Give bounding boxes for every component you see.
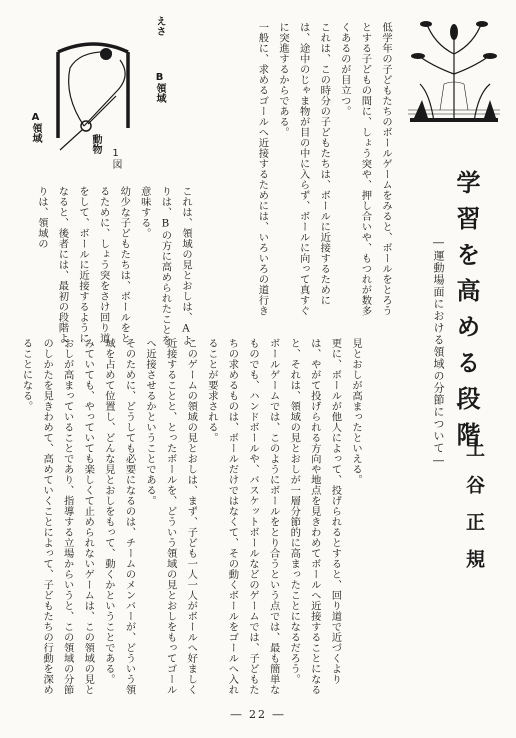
paragraph: そのために、どうしても必要になるのは、チームのメンバーが、どういう領域を占めて位置し、どんな見とおしをもって、動くかということである。 xyxy=(102,338,136,695)
plant-illustration xyxy=(404,14,504,124)
paragraph: 更に、ボールが他人によって、投げられるとすると、回り道で近づくよりは、やがて投げられる方向や地点を見きわめてボールへ近接することになると、それは、領域の見とおしが一層分節的に高まったことになるだろう。 xyxy=(288,338,342,695)
figure-label-region-b: B領域 xyxy=(154,72,165,103)
body-text-upper-left xyxy=(20,186,196,350)
figure-label-food: えさ xyxy=(154,16,165,36)
figure-label-animal: 動物 xyxy=(90,134,101,154)
article-title: 学習を高める段階 xyxy=(452,170,480,458)
paragraph: 低学年の子どもたちのボールゲームをみると、ボールをとろうとする子どもの間に、しょう突や、押し合いや、もつれが数多くあるのが目立つ。 xyxy=(338,22,392,316)
paragraph: 見とおしが高まったといえる。 xyxy=(350,338,362,485)
food-icon xyxy=(100,48,112,60)
figure-1 xyxy=(24,16,174,176)
animal-icon xyxy=(81,121,91,131)
paragraph: これは、この時分の子どもたちは、ボールに近接するためには、途中のじゃま物が目の中に入らず、ボールに向って真すぐに突進するからである。 xyxy=(277,22,331,316)
figure-label-region-a: A領域 xyxy=(30,112,41,143)
page-number: ― 22 ― xyxy=(230,708,286,721)
paragraph: 幼少な子どもたちは、ボールをとるために、しょう突をさけ回り道をして、ボールに近接するようになると、後者には、最初の段階よりは、領域の xyxy=(35,186,131,344)
paragraph: これは、領域の見とおしは、Aよりは、Bの方に高められたことを意味する。 xyxy=(138,186,192,346)
title-block xyxy=(396,158,504,698)
paragraph: ボールゲームでは、このようにボールをとり合うという点では、最も簡単なものでも、ハンドボールや、バスケットボールなどのゲームでは、子どもたちの求めるものは、ボールだけではなくて、その動くボールをゴールへ入れることが要求される。 xyxy=(205,338,280,695)
paragraph: みていても、やっていても楽しくて止められないゲームは、この領域の見とおしが高まっていることであり、指導する立場からいうと、この領域の分節のしかたを見きわめて、高めていくことによって、子どもたちの行動を深めることになる。 xyxy=(20,338,95,695)
paragraph: 一般に、求めるゴールへ近接するためには、いろいろの道行き xyxy=(256,22,269,316)
article-subtitle: ―運動場面における領域の分節について― xyxy=(432,236,445,468)
paragraph: このゲームの領域の見とおしは、まず、子ども一人一人がボールへ好ましく近接することと、とったボールを、どういう領域の見とおしをもってゴールへ近接させるかということである。 xyxy=(144,338,198,695)
body-text-lower xyxy=(20,338,366,702)
article-author: 土谷正規 xyxy=(463,438,485,586)
figure-caption: 1図 xyxy=(110,148,121,169)
body-text-upper-right xyxy=(248,22,396,320)
